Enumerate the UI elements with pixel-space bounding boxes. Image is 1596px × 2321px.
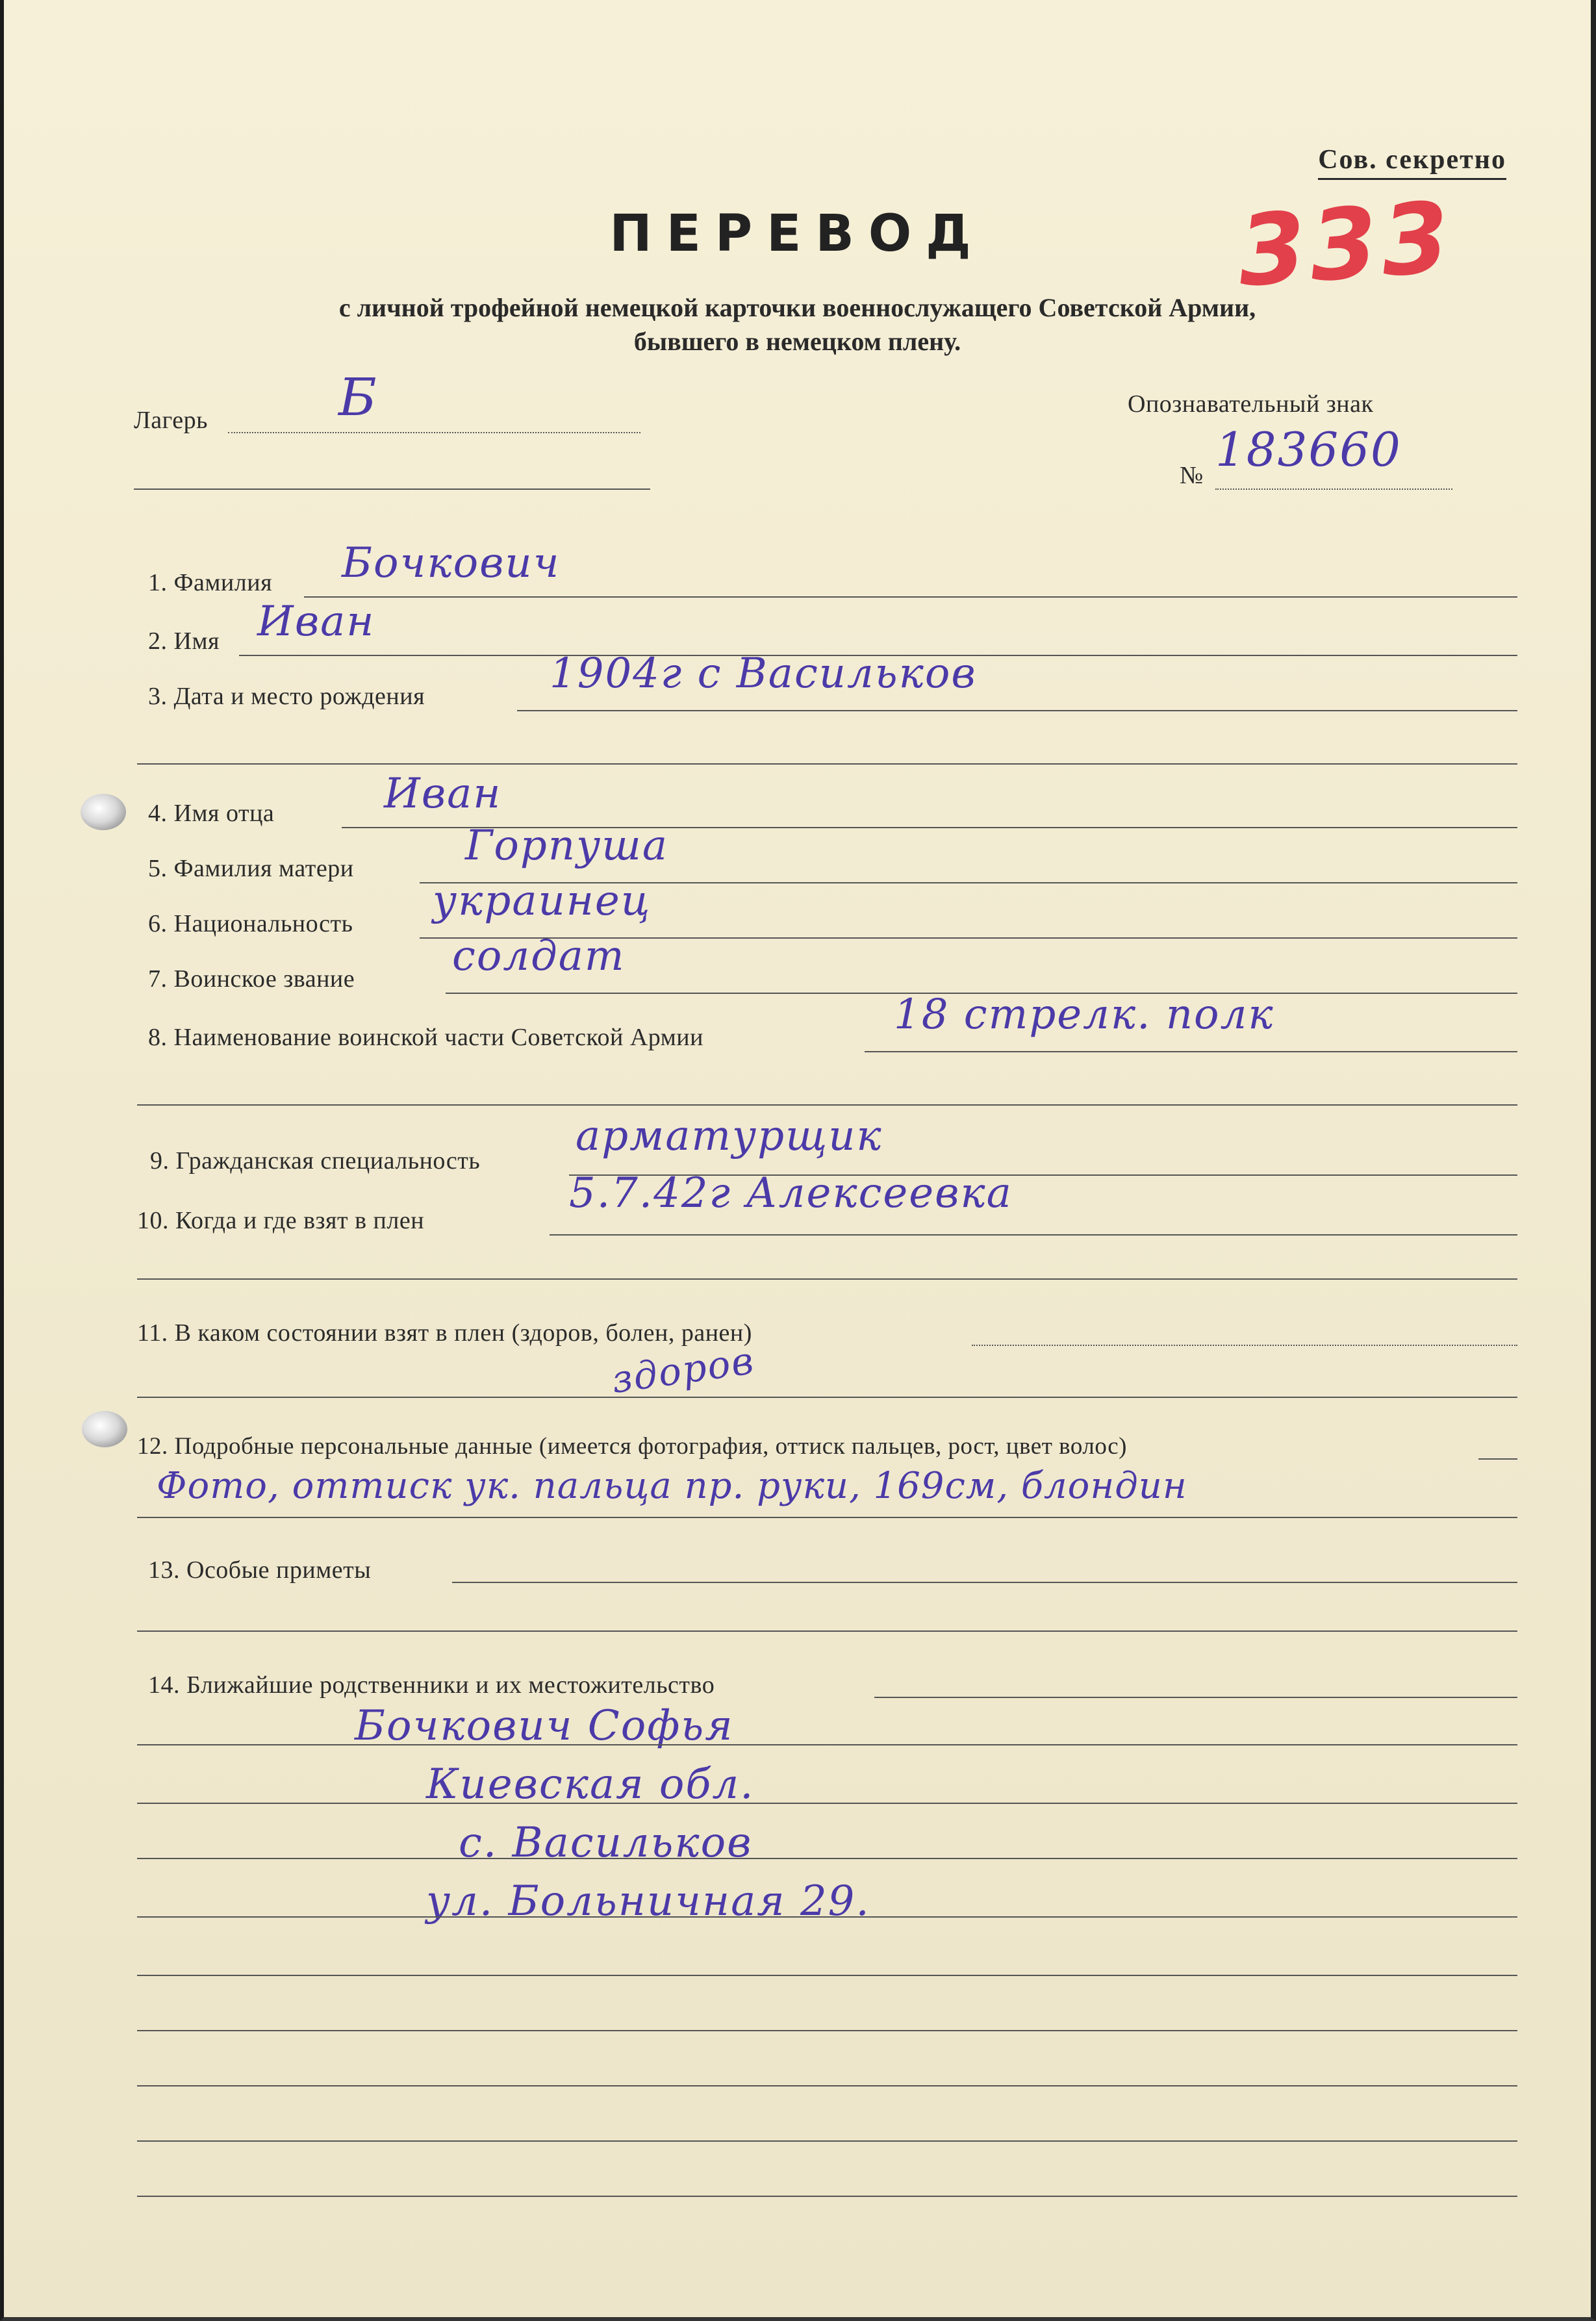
field-4-value: Иван <box>384 770 502 818</box>
field-3-label: 3. Дата и место рождения <box>148 683 425 710</box>
relatives-line-4 <box>137 1916 1517 1918</box>
field-9-label: 9. Гражданская специальность <box>150 1147 481 1174</box>
relatives-line-6 <box>137 2030 1517 2031</box>
relatives-line-8 <box>137 2140 1517 2142</box>
relatives-line-3 <box>137 1858 1517 1859</box>
field-3-line <box>517 710 1517 711</box>
field-8-value: 18 стрелк. полк <box>894 991 1274 1039</box>
field-4-label: 4. Имя отца <box>148 800 275 827</box>
relative-line-2: Киевская обл. <box>426 1760 755 1808</box>
field-8-label: 8. Наименование воинской части Советской Армии <box>148 1024 703 1051</box>
field-1-line <box>304 596 1517 598</box>
field-14-label: 14. Ближайшие родственники и их местожительство <box>148 1671 715 1699</box>
relatives-line-7 <box>137 2085 1517 2086</box>
field-13-label: 13. Особые приметы <box>148 1556 372 1584</box>
field-6-value: украинец <box>433 877 652 925</box>
field-13-second-line <box>137 1630 1517 1632</box>
field-11-value: здоров <box>609 1338 757 1402</box>
relatives-line-5 <box>137 1975 1517 1976</box>
field-10-line <box>550 1234 1517 1236</box>
red-registration-number: 333 <box>1234 181 1457 309</box>
id-tag-number-sign: № <box>1180 462 1204 489</box>
page-title: ПЕРЕВОД <box>609 205 985 263</box>
field-2-value: Иван <box>257 598 375 646</box>
field-3-value: 1904г с Васильков <box>550 650 977 698</box>
field-5-label: 5. Фамилия матери <box>148 855 354 882</box>
relatives-line-2 <box>137 1803 1517 1804</box>
field-6-label: 6. Национальность <box>148 910 353 937</box>
relatives-line-1 <box>137 1744 1517 1745</box>
field-1-label: 1. Фамилия <box>148 569 273 596</box>
punch-hole-top <box>81 794 126 830</box>
field-9-value: арматурщик <box>576 1112 883 1160</box>
field-10-label: 10. Когда и где взят в плен <box>137 1207 425 1234</box>
field-3-second-line <box>137 763 1517 765</box>
field-5-value: Горпуша <box>465 822 668 870</box>
relative-line-4: ул. Больничная 29. <box>426 1877 870 1925</box>
id-tag-label: Опознавательный знак <box>1128 390 1374 418</box>
field-1-value: Бочкович <box>342 539 561 587</box>
field-11-line <box>972 1345 1517 1346</box>
relative-line-1: Бочкович Софья <box>355 1702 734 1750</box>
field-12-label: 12. Подробные персональные данные (имеется фотография, оттиск пальцев, рост, цвет волос) <box>137 1433 1127 1460</box>
field-7-label: 7. Воинское звание <box>148 965 355 993</box>
subtitle-line-2: бывшего в немецком плену. <box>633 327 961 356</box>
id-tag-line <box>1215 488 1452 490</box>
camp-label: Лагерь <box>134 407 208 434</box>
camp-line <box>228 432 640 433</box>
field-8-second-line <box>137 1104 1517 1106</box>
id-tag-value: 183660 <box>1215 422 1402 477</box>
field-11-second-line <box>137 1397 1517 1398</box>
field-7-value: солдат <box>452 932 626 980</box>
relative-line-3: с. Васильков <box>459 1819 753 1867</box>
field-13-line <box>452 1582 1517 1583</box>
field-10-second-line <box>137 1278 1517 1280</box>
field-12-line <box>1478 1458 1517 1460</box>
field-2-label: 2. Имя <box>148 628 220 655</box>
field-11-label: 11. В каком состоянии взят в плен (здоров, болен, ранен) <box>137 1319 752 1347</box>
classification-stamp: Сов. секретно <box>1318 144 1506 180</box>
field-12-value: Фото, оттиск ук. пальца пр. руки, 169см, блондин <box>157 1465 1187 1507</box>
subtitle-line-1: с личной трофейной немецкой карточки военнослужащего Советской Армии, <box>338 293 1256 322</box>
page-subtitle <box>4 291 1591 359</box>
camp-second-line <box>134 488 650 490</box>
field-14-line <box>874 1697 1517 1698</box>
field-8-line <box>865 1051 1517 1052</box>
field-10-value: 5.7.42г Алексеевка <box>569 1169 1013 1217</box>
field-12-second-line <box>137 1517 1517 1518</box>
relatives-line-9 <box>137 2196 1517 2197</box>
punch-hole-bottom <box>82 1411 127 1447</box>
camp-value: Б <box>338 367 378 427</box>
